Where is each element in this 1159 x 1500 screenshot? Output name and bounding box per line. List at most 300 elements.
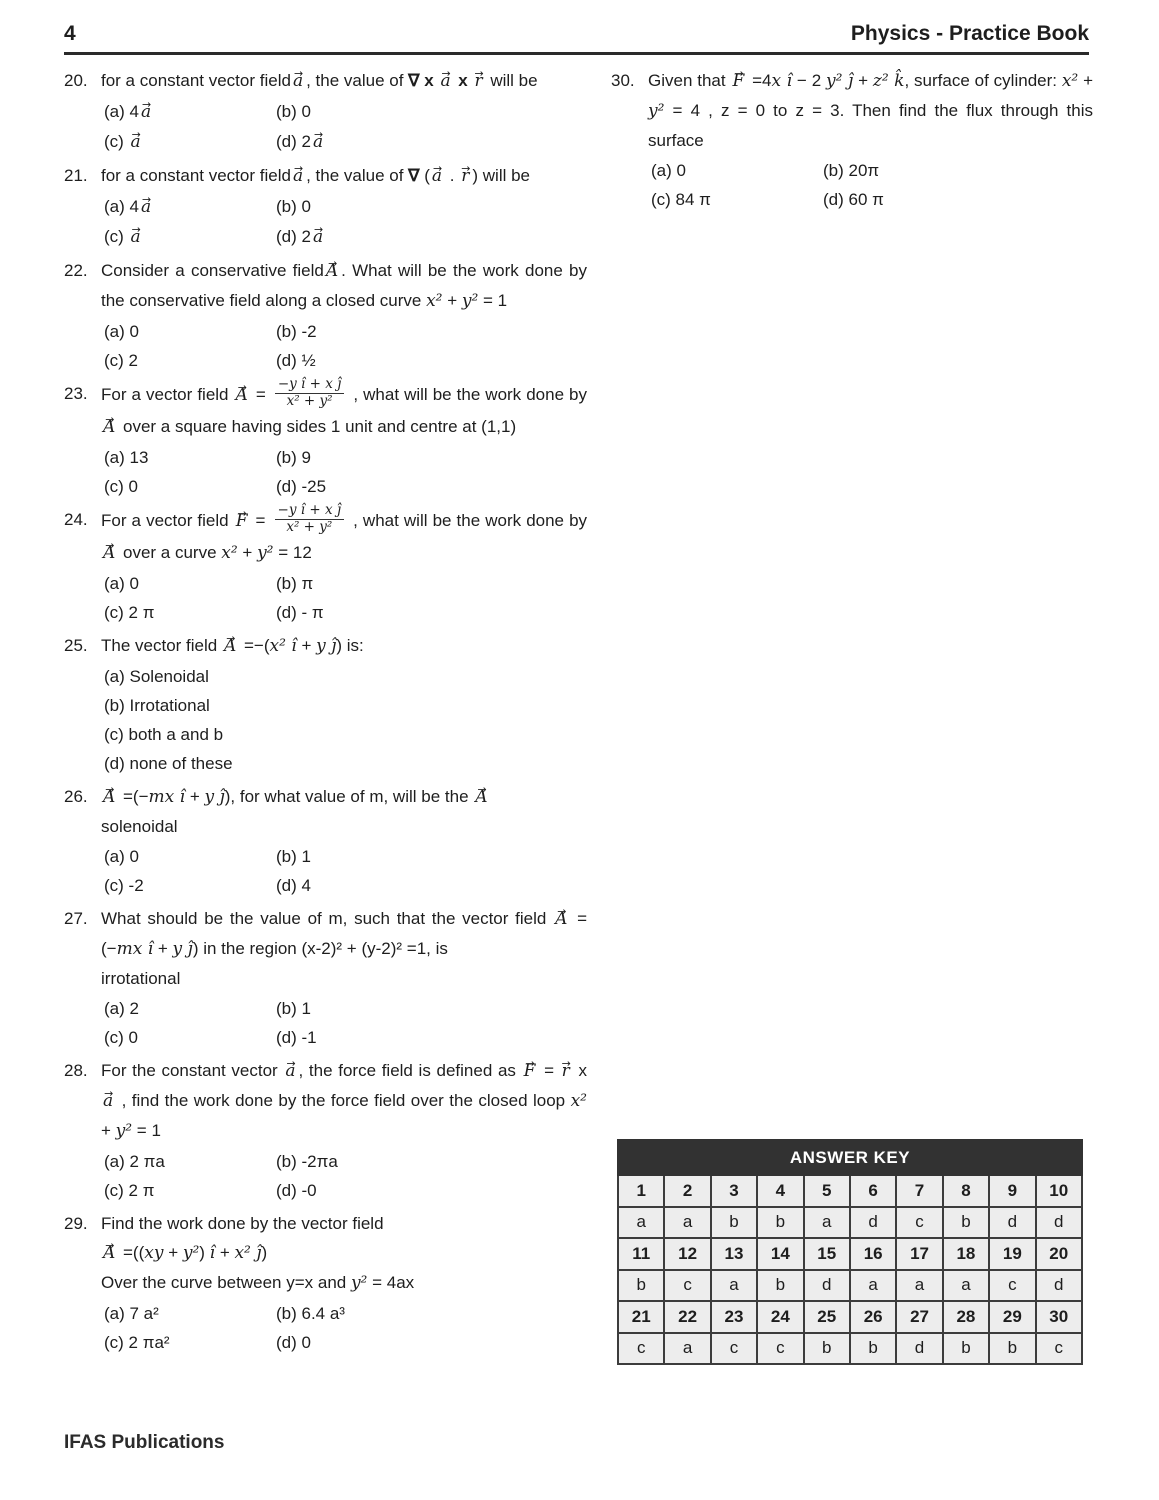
answer-key-answer-cell: c [711, 1333, 757, 1365]
vector-symbol: a → [140, 193, 152, 222]
answer-key-number-cell: 7 [896, 1175, 942, 1207]
vector-symbol: a → [284, 1057, 296, 1086]
question-text-run: , find the work done by the force field over the closed loop [116, 1090, 571, 1110]
answer-key-answer-cell: b [618, 1270, 664, 1302]
question-27 [64, 904, 587, 1052]
question-28 [64, 1056, 587, 1205]
question-text-run: + [153, 938, 173, 958]
answer-key-answer-cell: d [896, 1333, 942, 1365]
question-text-run: (b) 1 [276, 998, 311, 1018]
option [104, 317, 276, 346]
question-text-run: (a) 2 πa [104, 1151, 165, 1171]
option [276, 598, 587, 627]
question-text-run: , surface of cylinder: [904, 71, 1062, 90]
question-text-run: ) is: [336, 635, 364, 655]
questions-column-left [64, 66, 587, 1361]
vector-symbol: r → [473, 67, 483, 96]
option [651, 156, 823, 185]
option [104, 691, 587, 720]
fraction-denominator: x² + y² [275, 393, 345, 410]
question-text [101, 376, 588, 442]
question-text-run: over a square having sides 1 unit and centre at (1,1) [118, 416, 517, 436]
vector-symbol: F → [523, 1057, 537, 1086]
math-text: y² [257, 542, 274, 563]
answer-key-title-row [618, 1140, 1082, 1175]
question-text-run: = 1 [478, 291, 508, 310]
option [104, 222, 276, 252]
question-text-run: (a) 13 [104, 447, 149, 467]
question-text [101, 256, 587, 316]
answer-key-number-cell: 3 [711, 1175, 757, 1207]
question-text-run: (d) - π [276, 602, 324, 622]
option [276, 871, 587, 900]
question-text-run: (d) none of these [104, 753, 233, 773]
answer-key-number-cell: 28 [943, 1301, 989, 1333]
question-text-run: + [185, 786, 205, 806]
question-main [101, 376, 588, 501]
vector-symbol: a → [102, 1087, 114, 1116]
option [276, 842, 587, 871]
answer-key-number-cell: 27 [896, 1301, 942, 1333]
option [276, 1299, 587, 1328]
option [276, 994, 587, 1023]
question-options [101, 662, 587, 778]
answer-key-answer-cell: b [711, 1207, 757, 1239]
question-text-run: (a) 4 [104, 197, 139, 216]
answer-key-number-cell: 2 [664, 1175, 710, 1207]
question-text-run: (c) [104, 227, 129, 246]
option [104, 662, 587, 691]
question-number: 20. [64, 71, 88, 90]
answer-key-number-cell: 10 [1036, 1175, 1082, 1207]
answer-key-answer-row [618, 1207, 1082, 1239]
question-text [101, 161, 587, 191]
option [104, 443, 276, 472]
question-main [101, 1209, 587, 1357]
answer-key-answer-cell: b [989, 1333, 1035, 1365]
answer-key-number-cell: 24 [757, 1301, 803, 1333]
question-text-run: over a curve [118, 542, 222, 562]
answer-key-answer-cell: c [1036, 1333, 1082, 1365]
question-text-run: (d) 60 π [823, 190, 884, 209]
question-text-run: solenoidal [101, 816, 178, 836]
question-text-run: (b) 20π [823, 161, 880, 180]
fraction-denominator: x² + y² [275, 519, 345, 536]
option [276, 127, 587, 157]
answer-key-answer-cell: b [943, 1207, 989, 1239]
question-text [101, 782, 587, 841]
question-options [101, 1299, 587, 1357]
answer-key-number-cell: 12 [664, 1238, 710, 1270]
math-text: y² ĵ [826, 71, 854, 91]
option [104, 842, 276, 871]
option [104, 720, 587, 749]
question-text-run: (a) 0 [651, 161, 686, 180]
bold-text: x [453, 71, 473, 90]
question-text-run: Consider a conservative field [101, 261, 324, 280]
question-20 [64, 66, 587, 157]
question-main [101, 904, 587, 1052]
question-text [101, 1209, 587, 1298]
question-text-run: (a) Solenoidal [104, 666, 209, 686]
answer-key-answer-cell: d [804, 1270, 850, 1302]
math-text: mx î [148, 786, 186, 807]
question-main [101, 631, 587, 778]
question-text-run: ) will be [472, 166, 530, 185]
question-text-run: (c) 2 πa² [104, 1332, 170, 1352]
vector-symbol: a → [312, 128, 324, 157]
question-text-run: (b) 9 [276, 447, 311, 467]
question-24 [64, 501, 588, 627]
math-text: y² [648, 101, 665, 121]
question-26 [64, 782, 587, 900]
vector-symbol: A → [102, 783, 116, 812]
answer-key-number-cell: 9 [989, 1175, 1035, 1207]
question-text-run: (b) 0 [276, 197, 311, 216]
option [104, 994, 276, 1023]
question-text-run: (d) -0 [276, 1180, 317, 1200]
answer-key-number-cell: 29 [989, 1301, 1035, 1333]
question-main [648, 66, 1093, 214]
option [104, 346, 276, 375]
vector-symbol: A → [474, 783, 488, 812]
answer-key-answer-cell: b [757, 1270, 803, 1302]
question-options [101, 994, 587, 1052]
answer-key-number-cell: 14 [757, 1238, 803, 1270]
math-text: x² [570, 1090, 587, 1111]
question-number: 26. [64, 786, 88, 806]
question-text [101, 501, 588, 568]
math-text: y ĵ [316, 635, 337, 656]
bold-text: ∇ [408, 166, 420, 185]
option [104, 749, 587, 778]
question-text-run: =−( [239, 635, 270, 655]
question-text-run: (d) -25 [276, 476, 327, 496]
question-options [101, 192, 587, 252]
fraction [275, 377, 345, 410]
option [276, 222, 587, 252]
question-main [101, 1056, 587, 1205]
vector-symbol: A → [223, 632, 237, 661]
question-text-run: , the value of [306, 166, 409, 185]
question-main [101, 256, 587, 375]
question-23 [64, 376, 588, 501]
question-text-run: . What will be the work done by the conservative field along a closed curve [101, 261, 587, 310]
question-text-run: = [250, 384, 271, 404]
question-text-run: = 4ax [367, 1272, 415, 1292]
vector-symbol: F → [731, 67, 745, 96]
question-text-run: ), for what value of m, will be the [224, 786, 474, 806]
question-text-run: Given that [648, 71, 731, 90]
question-text-run: + [1078, 71, 1094, 90]
answer-key-number-cell: 1 [618, 1175, 664, 1207]
question-text-run: + [853, 71, 873, 90]
option [276, 569, 587, 598]
answer-key-number-cell: 6 [850, 1175, 896, 1207]
answer-key-number-cell: 17 [896, 1238, 942, 1270]
fraction [275, 503, 345, 536]
question-text-run: = 4 , z = 0 to z = 3. Then find the flux through this surface [648, 101, 1093, 150]
question-text-run: (b) 0 [276, 102, 311, 121]
page-number: 4 [64, 22, 76, 45]
answer-key-answer-cell: a [943, 1270, 989, 1302]
question-text-run: (b) -2 [276, 322, 317, 341]
math-text: î [209, 1242, 216, 1263]
option [823, 185, 1093, 214]
answer-key-number-cell: 30 [1036, 1301, 1082, 1333]
page-header [64, 22, 1089, 55]
vector-symbol: a → [140, 98, 152, 127]
answer-key-number-cell: 13 [711, 1238, 757, 1270]
math-text: z² k̂ [872, 71, 905, 91]
question-number: 22. [64, 261, 88, 280]
answer-key-title: ANSWER KEY [618, 1140, 1082, 1175]
question-text-run: = [250, 510, 271, 530]
answer-key-answer-cell: d [850, 1207, 896, 1239]
answer-key-number-cell: 15 [804, 1238, 850, 1270]
question-text-run: =4 [747, 71, 772, 90]
vector-symbol: A → [235, 381, 249, 410]
question-text-run: (d) 2 [276, 132, 311, 151]
answer-key-answer-cell: c [664, 1270, 710, 1302]
option [104, 598, 276, 627]
question-number: 27. [64, 908, 88, 928]
question-text-run: The vector field [101, 635, 222, 655]
answer-key-number-cell: 5 [804, 1175, 850, 1207]
questions-column-right [611, 66, 1093, 218]
question-text-run: (a) 2 [104, 998, 139, 1018]
question-text-run: , what will be the work done by [348, 384, 588, 404]
question-text-run: (b) 1 [276, 846, 311, 866]
book-title: Physics - Practice Book [850, 22, 1089, 45]
question-text [101, 1056, 587, 1146]
question-text-run: (c) 2 π [104, 602, 155, 622]
option [276, 443, 587, 472]
question-text-run: (a) 0 [104, 573, 139, 593]
question-options [648, 156, 1093, 214]
answer-key-answer-cell: c [618, 1333, 664, 1365]
vector-symbol: a → [439, 67, 451, 96]
math-text: x² ĵ [234, 1242, 262, 1263]
question-text-run: (b) Irrotational [104, 695, 210, 715]
option [104, 1299, 276, 1328]
question-text-run: (a) 0 [104, 322, 139, 341]
math-text: mx î [116, 938, 154, 959]
question-22 [64, 256, 587, 375]
vector-symbol: F → [235, 507, 249, 536]
question-text-run: for a constant vector field [101, 71, 291, 90]
question-text [101, 904, 587, 993]
option [104, 1176, 276, 1205]
question-main [101, 66, 587, 157]
answer-key-answer-cell: d [1036, 1270, 1082, 1302]
answer-key-answer-row [618, 1270, 1082, 1302]
question-text-run: ) [261, 1242, 268, 1262]
answer-key-number-row [618, 1301, 1082, 1333]
option [104, 192, 276, 222]
vector-symbol: a → [130, 223, 142, 252]
question-text-run: , the value of [306, 71, 409, 90]
question-text-run: (c) 2 [104, 351, 138, 370]
question-29 [64, 1209, 587, 1357]
question-text-run: (d) 0 [276, 1332, 311, 1352]
answer-key-answer-cell: c [989, 1270, 1035, 1302]
question-text [101, 66, 587, 96]
answer-key-number-row [618, 1238, 1082, 1270]
answer-key-number-row [618, 1175, 1082, 1207]
question-text-run: (b) -2πa [276, 1151, 338, 1171]
question-text-run: (d) 2 [276, 227, 311, 246]
vector-symbol: a → [292, 67, 304, 96]
option [104, 1328, 276, 1357]
question-text-run: irrotational [101, 968, 181, 988]
option [104, 569, 276, 598]
math-text: x² [426, 291, 443, 311]
option [104, 97, 276, 127]
question-text [648, 66, 1093, 155]
question-text-run: + [215, 1242, 235, 1262]
option [276, 472, 587, 501]
answer-key-answer-cell: d [1036, 1207, 1082, 1239]
vector-symbol: a → [312, 223, 324, 252]
vector-symbol: A → [102, 413, 116, 442]
question-main [101, 501, 588, 627]
answer-key-number-cell: 26 [850, 1301, 896, 1333]
question-options [101, 97, 587, 157]
answer-key-answer-cell: a [618, 1207, 664, 1239]
question-text-run: + [237, 542, 258, 562]
answer-key-number-cell: 21 [618, 1301, 664, 1333]
question-text-run: (c) -2 [104, 875, 144, 895]
answer-key-answer-cell: b [804, 1333, 850, 1365]
question-text-run: (b) 6.4 a³ [276, 1303, 345, 1323]
vector-symbol: r → [460, 162, 470, 191]
math-text: y² [115, 1120, 133, 1141]
question-text-run: (c) 2 π [104, 1180, 155, 1200]
answer-key-answer-cell: a [664, 1333, 710, 1365]
question-text-run: ( [419, 166, 430, 185]
vector-symbol: A → [102, 539, 116, 568]
bold-text: ∇ x [408, 71, 439, 90]
question-text-run: ) [199, 1242, 210, 1262]
question-number: 29. [64, 1213, 88, 1233]
math-text: y² [350, 1272, 368, 1293]
question-text-run: For the constant vector [101, 1060, 284, 1080]
answer-key-answer-cell: a [850, 1270, 896, 1302]
math-text: x² [221, 542, 238, 563]
option [104, 472, 276, 501]
answer-key-answer-cell: a [711, 1270, 757, 1302]
answer-key-number-cell: 19 [989, 1238, 1035, 1270]
math-text: x î [771, 71, 793, 91]
option [651, 185, 823, 214]
option [104, 127, 276, 157]
question-text-run: (d) ½ [276, 351, 316, 370]
publisher-footer: IFAS Publications [64, 1432, 225, 1453]
question-text-run: =(− [101, 908, 587, 958]
fraction-numerator: −y î + x ĵ [277, 501, 342, 518]
question-text-run: , what will be the work done by [348, 510, 588, 530]
question-number: 28. [64, 1060, 88, 1080]
answer-key-answer-cell: b [757, 1207, 803, 1239]
question-text-run: , the force field is defined as [298, 1060, 522, 1080]
answer-key-answer-cell: b [943, 1333, 989, 1365]
question-30 [611, 66, 1093, 214]
question-text-run: (c) 0 [104, 476, 138, 496]
answer-key-answer-cell: d [989, 1207, 1035, 1239]
question-text-run: = 1 [132, 1120, 161, 1140]
question-number: 30. [611, 71, 635, 90]
option [104, 871, 276, 900]
question-text-run: = [538, 1060, 560, 1080]
question-options [101, 842, 587, 900]
question-main [101, 161, 587, 252]
question-text-run: For a vector field [101, 510, 234, 530]
math-text: y² [461, 291, 479, 311]
question-number: 21. [64, 166, 88, 185]
question-text-run: . [445, 166, 460, 185]
question-number: 24. [64, 509, 88, 529]
answer-key-number-cell: 8 [943, 1175, 989, 1207]
math-text: y ĵ [204, 786, 225, 807]
option [276, 1176, 587, 1205]
question-text-run: will be [485, 71, 538, 90]
option [276, 346, 587, 375]
question-text-run: (c) both a and b [104, 724, 224, 744]
question-text-run: (d) 4 [276, 875, 311, 895]
answer-key-number-cell: 25 [804, 1301, 850, 1333]
answer-key-answer-cell: a [804, 1207, 850, 1239]
math-text: x² î [269, 635, 297, 656]
option [823, 156, 1093, 185]
option [104, 1023, 276, 1052]
fraction-numerator: −y î + x ĵ [277, 376, 342, 392]
answer-key-number-cell: 11 [618, 1238, 664, 1270]
vector-symbol: a → [130, 128, 142, 157]
answer-key-number-cell: 4 [757, 1175, 803, 1207]
question-options [101, 1147, 587, 1205]
option [276, 1147, 587, 1176]
math-text: y² [182, 1242, 200, 1263]
question-text-run: + [163, 1242, 183, 1262]
question-text-run: (a) 0 [104, 846, 139, 866]
question-text-run: What should be the value of m, such that the vector field [101, 908, 554, 928]
question-text-run: + [296, 635, 317, 655]
answer-key-number-cell: 22 [664, 1301, 710, 1333]
question-text-run: For a vector field [101, 384, 234, 404]
question-number: 23. [64, 384, 88, 403]
question-text-run: Over the curve between y=x and [101, 1272, 351, 1292]
answer-key-answer-cell: c [896, 1207, 942, 1239]
answer-key-number-cell: 23 [711, 1301, 757, 1333]
question-25 [64, 631, 587, 778]
vector-symbol: A → [325, 257, 339, 286]
answer-key-answer-cell: c [757, 1333, 803, 1365]
answer-key-answer-cell: a [896, 1270, 942, 1302]
answer-key-answer-row [618, 1333, 1082, 1365]
question-main [101, 782, 587, 900]
math-text: xy [144, 1242, 164, 1263]
question-text-run: (c) [104, 132, 129, 151]
question-text-run: + [101, 1120, 116, 1140]
question-text-run: (a) 4 [104, 102, 139, 121]
option [276, 1328, 587, 1357]
vector-symbol: A → [102, 1239, 116, 1268]
answer-key-number-cell: 20 [1036, 1238, 1082, 1270]
question-text-run: for a constant vector field [101, 166, 291, 185]
question-options [101, 317, 587, 375]
question-text-run: (d) -1 [276, 1027, 317, 1047]
